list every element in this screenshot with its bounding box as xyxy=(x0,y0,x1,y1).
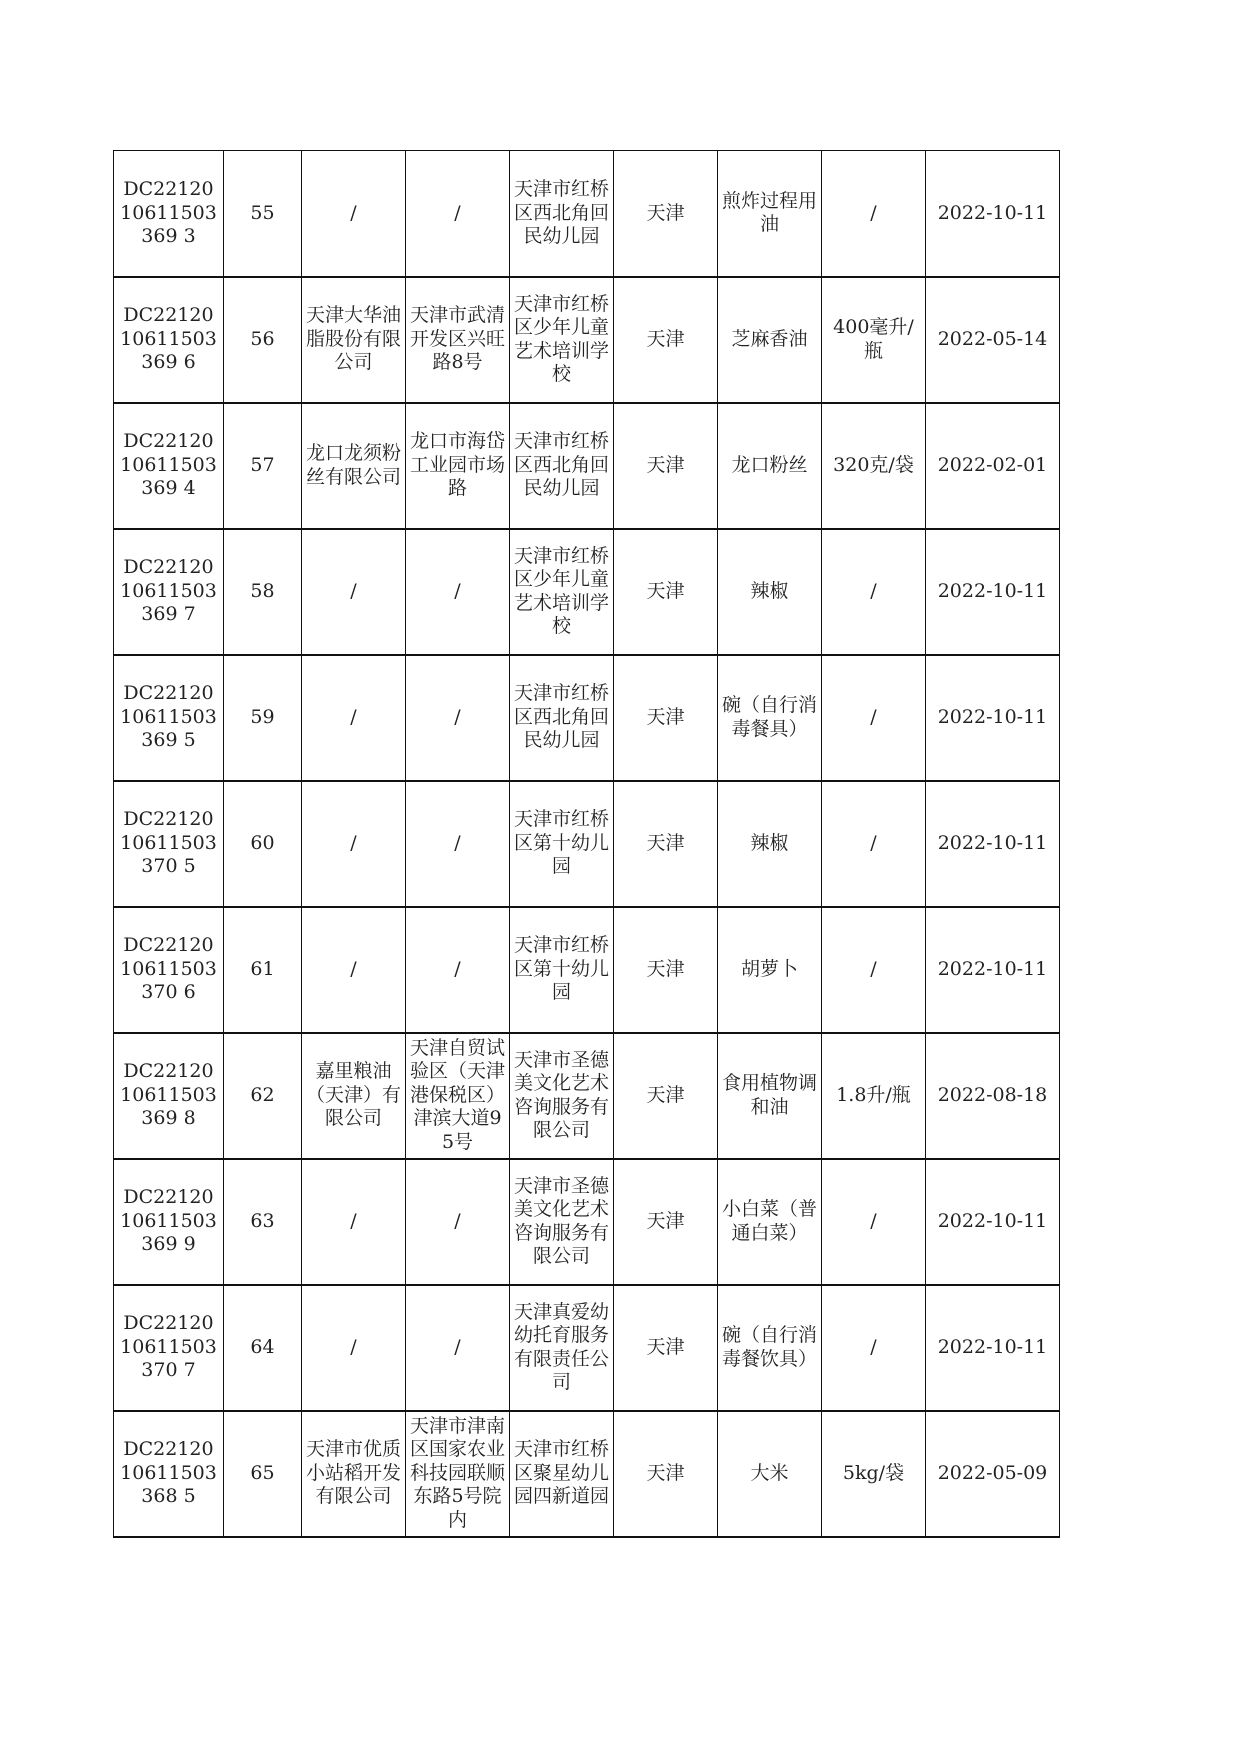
food-name-cell xyxy=(718,403,822,529)
specification-cell-text: / xyxy=(870,1335,877,1358)
producer-cell-text: / xyxy=(350,705,357,728)
food-name-cell xyxy=(718,781,822,907)
sample-code-cell-text: DC2212010611503369 8 xyxy=(120,1060,217,1130)
sampled-unit-cell xyxy=(510,529,614,655)
specification-cell xyxy=(822,655,926,781)
table-row xyxy=(114,403,1060,529)
sampled-unit-cell-text: 天津市红桥区西北角回民幼儿园 xyxy=(514,178,609,247)
sample-code-cell xyxy=(114,1033,224,1159)
sampled-unit-cell-text: 天津市红桥区第十幼儿园 xyxy=(514,934,609,1004)
specification-cell xyxy=(822,403,926,529)
producer-cell xyxy=(302,403,406,529)
production-date-cell xyxy=(926,403,1060,529)
sequence-cell-text: 65 xyxy=(250,1461,275,1484)
producer-address-cell xyxy=(406,655,510,781)
producer-cell xyxy=(302,529,406,655)
table-row xyxy=(114,781,1060,907)
production-date-cell xyxy=(926,781,1060,907)
sample-code-cell xyxy=(114,529,224,655)
producer-cell xyxy=(302,277,406,403)
region-cell xyxy=(614,403,718,529)
sequence-cell-text: 63 xyxy=(250,1209,275,1232)
sample-code-cell xyxy=(114,655,224,781)
sample-code-cell-text: DC2212010611503369 7 xyxy=(120,556,217,626)
producer-cell xyxy=(302,1411,406,1537)
region-cell-text: 天津 xyxy=(646,1461,685,1484)
producer-address-cell-text: 天津自贸试验区（天津港保税区）津滨大道95号 xyxy=(410,1036,505,1153)
producer-cell xyxy=(302,1159,406,1285)
sample-code-cell-text: DC2212010611503370 5 xyxy=(120,808,217,878)
sample-code-cell-text: DC2212010611503369 3 xyxy=(120,178,217,247)
specification-cell xyxy=(822,1285,926,1411)
producer-cell xyxy=(302,1033,406,1159)
producer-address-cell-text: / xyxy=(454,1209,461,1232)
producer-cell-text: / xyxy=(350,201,357,224)
production-date-cell xyxy=(926,151,1060,277)
production-date-cell-text: 2022-10-11 xyxy=(937,1209,1048,1232)
food-name-cell xyxy=(718,277,822,403)
producer-cell-text: 天津市优质小站稻开发有限公司 xyxy=(306,1438,401,1508)
producer-address-cell xyxy=(406,1411,510,1537)
production-date-cell-text: 2022-10-11 xyxy=(937,831,1048,854)
sampled-unit-cell xyxy=(510,151,614,277)
sampled-unit-cell-text: 天津市圣德美文化艺术咨询服务有限公司 xyxy=(514,1174,609,1267)
sequence-cell xyxy=(224,151,302,277)
food-name-cell-text: 煎炸过程用油 xyxy=(722,189,817,236)
region-cell xyxy=(614,1159,718,1285)
producer-address-cell xyxy=(406,151,510,277)
specification-cell-text: 1.8升/瓶 xyxy=(836,1083,911,1106)
producer-cell-text: 嘉里粮油（天津）有限公司 xyxy=(306,1060,401,1130)
table-row xyxy=(114,529,1060,655)
specification-cell xyxy=(822,151,926,277)
sampled-unit-cell xyxy=(510,277,614,403)
producer-cell xyxy=(302,781,406,907)
specification-cell xyxy=(822,277,926,403)
producer-address-cell-text: / xyxy=(454,705,461,728)
region-cell-text: 天津 xyxy=(646,1335,685,1358)
sampled-unit-cell-text: 天津市红桥区西北角回民幼儿园 xyxy=(514,430,609,500)
sample-code-cell xyxy=(114,1411,224,1537)
sequence-cell xyxy=(224,1159,302,1285)
production-date-cell-text: 2022-05-14 xyxy=(937,327,1048,350)
producer-address-cell-text: / xyxy=(454,201,461,224)
producer-cell-text: / xyxy=(350,579,357,602)
sampled-unit-cell-text: 天津市红桥区少年儿童艺术培训学校 xyxy=(514,292,609,385)
sequence-cell-text: 64 xyxy=(250,1335,275,1358)
specification-cell-text: / xyxy=(870,201,877,224)
region-cell xyxy=(614,529,718,655)
sample-code-cell-text: DC2212010611503369 9 xyxy=(120,1186,217,1256)
producer-address-cell-text: 龙口市海岱工业园市场路 xyxy=(410,430,505,500)
producer-cell-text: / xyxy=(350,957,357,980)
food-name-cell xyxy=(718,655,822,781)
specification-cell-text: / xyxy=(870,831,877,854)
sampled-unit-cell xyxy=(510,1033,614,1159)
production-date-cell-text: 2022-02-01 xyxy=(937,453,1048,476)
region-cell-text: 天津 xyxy=(646,1083,685,1106)
food-name-cell-text: 食用植物调和油 xyxy=(722,1072,817,1118)
sample-code-cell-text: DC2212010611503369 4 xyxy=(120,430,217,500)
food-name-cell-text: 芝麻香油 xyxy=(731,327,808,350)
production-date-cell-text: 2022-10-11 xyxy=(937,201,1048,224)
food-name-cell-text: 辣椒 xyxy=(750,831,789,854)
sample-code-cell xyxy=(114,1159,224,1285)
sampled-unit-cell xyxy=(510,655,614,781)
production-date-cell-text: 2022-10-11 xyxy=(937,957,1048,980)
producer-address-cell xyxy=(406,403,510,529)
food-name-cell xyxy=(718,1159,822,1285)
specification-cell-text: 400毫升/瓶 xyxy=(833,316,914,362)
specification-cell xyxy=(822,1033,926,1159)
production-date-cell xyxy=(926,529,1060,655)
production-date-cell xyxy=(926,907,1060,1033)
producer-cell xyxy=(302,655,406,781)
producer-cell-text: / xyxy=(350,1209,357,1232)
specification-cell xyxy=(822,781,926,907)
production-date-cell-text: 2022-08-18 xyxy=(937,1083,1048,1106)
sampled-unit-cell xyxy=(510,1159,614,1285)
food-name-cell xyxy=(718,1411,822,1537)
food-name-cell-text: 龙口粉丝 xyxy=(731,453,808,476)
region-cell xyxy=(614,151,718,277)
table-row xyxy=(114,1033,1060,1159)
producer-cell-text: / xyxy=(350,831,357,854)
food-name-cell-text: 小白菜（普通白菜） xyxy=(722,1198,817,1244)
specification-cell-text: / xyxy=(870,957,877,980)
sample-code-cell xyxy=(114,781,224,907)
food-name-cell xyxy=(718,1033,822,1159)
sequence-cell xyxy=(224,1285,302,1411)
region-cell xyxy=(614,1411,718,1537)
region-cell-text: 天津 xyxy=(646,1209,685,1232)
producer-cell-text: 天津大华油脂股份有限公司 xyxy=(306,304,401,374)
sequence-cell-text: 60 xyxy=(250,831,275,854)
specification-cell-text: 320克/袋 xyxy=(833,453,914,476)
producer-cell-text: 龙口龙须粉丝有限公司 xyxy=(306,442,401,488)
sequence-cell xyxy=(224,907,302,1033)
sample-code-cell xyxy=(114,151,224,277)
region-cell-text: 天津 xyxy=(646,453,685,476)
producer-address-cell-text: 天津市津南区国家农业科技园联顺东路5号院内 xyxy=(410,1414,505,1531)
producer-cell xyxy=(302,907,406,1033)
region-cell xyxy=(614,781,718,907)
sampled-unit-cell-text: 天津市圣德美文化艺术咨询服务有限公司 xyxy=(514,1048,609,1141)
sampled-unit-cell-text: 天津市红桥区第十幼儿园 xyxy=(514,808,609,878)
region-cell-text: 天津 xyxy=(646,831,685,854)
table-row xyxy=(114,277,1060,403)
table-row xyxy=(114,1159,1060,1285)
table-row xyxy=(114,655,1060,781)
region-cell xyxy=(614,1285,718,1411)
sample-code-cell-text: DC2212010611503369 6 xyxy=(120,304,217,374)
sampled-unit-cell xyxy=(510,1411,614,1537)
specification-cell xyxy=(822,529,926,655)
specification-cell xyxy=(822,1159,926,1285)
producer-cell xyxy=(302,151,406,277)
sequence-cell-text: 62 xyxy=(250,1083,275,1106)
sequence-cell-text: 59 xyxy=(250,705,275,728)
region-cell xyxy=(614,907,718,1033)
sample-code-cell xyxy=(114,907,224,1033)
sequence-cell-text: 55 xyxy=(250,201,275,224)
sequence-cell-text: 57 xyxy=(250,453,275,476)
sequence-cell xyxy=(224,529,302,655)
region-cell-text: 天津 xyxy=(646,579,685,602)
production-date-cell xyxy=(926,1033,1060,1159)
sample-code-cell xyxy=(114,403,224,529)
food-name-cell xyxy=(718,151,822,277)
producer-address-cell xyxy=(406,529,510,655)
specification-cell xyxy=(822,1411,926,1537)
production-date-cell xyxy=(926,277,1060,403)
food-name-cell xyxy=(718,907,822,1033)
sequence-cell xyxy=(224,1033,302,1159)
production-date-cell xyxy=(926,1285,1060,1411)
sequence-cell xyxy=(224,403,302,529)
region-cell xyxy=(614,277,718,403)
sampled-unit-cell xyxy=(510,1285,614,1411)
sequence-cell xyxy=(224,781,302,907)
producer-address-cell xyxy=(406,1285,510,1411)
sampled-unit-cell-text: 天津市红桥区西北角回民幼儿园 xyxy=(514,682,609,752)
specification-cell-text: / xyxy=(870,579,877,602)
producer-cell xyxy=(302,1285,406,1411)
region-cell-text: 天津 xyxy=(646,705,685,728)
sequence-cell xyxy=(224,655,302,781)
production-date-cell-text: 2022-10-11 xyxy=(937,705,1048,728)
sequence-cell xyxy=(224,277,302,403)
sampled-unit-cell-text: 天津市红桥区少年儿童艺术培训学校 xyxy=(514,544,609,637)
producer-address-cell-text: 天津市武清开发区兴旺路8号 xyxy=(410,304,505,374)
food-name-cell xyxy=(718,529,822,655)
inspection-table xyxy=(113,150,1060,1538)
producer-cell-text: / xyxy=(350,1335,357,1358)
sample-code-cell xyxy=(114,1285,224,1411)
production-date-cell-text: 2022-05-09 xyxy=(937,1461,1048,1484)
production-date-cell xyxy=(926,1411,1060,1537)
food-name-cell-text: 辣椒 xyxy=(750,579,789,602)
region-cell-text: 天津 xyxy=(646,201,685,224)
production-date-cell-text: 2022-10-11 xyxy=(937,1335,1048,1358)
producer-address-cell-text: / xyxy=(454,1335,461,1358)
specification-cell-text: / xyxy=(870,705,877,728)
sample-code-cell-text: DC2212010611503370 7 xyxy=(120,1312,217,1382)
sequence-cell-text: 58 xyxy=(250,579,275,602)
producer-address-cell xyxy=(406,1033,510,1159)
food-name-cell-text: 碗（自行消毒餐饮具） xyxy=(722,1324,817,1370)
region-cell-text: 天津 xyxy=(646,957,685,980)
producer-address-cell xyxy=(406,907,510,1033)
table-row xyxy=(114,1285,1060,1411)
sample-code-cell-text: DC2212010611503369 5 xyxy=(120,682,217,752)
specification-cell-text: / xyxy=(870,1209,877,1232)
producer-address-cell-text: / xyxy=(454,957,461,980)
sequence-cell-text: 61 xyxy=(250,957,275,980)
sample-code-cell-text: DC2212010611503368 5 xyxy=(120,1438,217,1508)
production-date-cell xyxy=(926,655,1060,781)
producer-address-cell-text: / xyxy=(454,831,461,854)
table-row xyxy=(114,907,1060,1033)
production-date-cell xyxy=(926,1159,1060,1285)
producer-address-cell xyxy=(406,781,510,907)
sampled-unit-cell-text: 天津市红桥区聚星幼儿园四新道园 xyxy=(514,1438,609,1508)
sequence-cell xyxy=(224,1411,302,1537)
production-date-cell-text: 2022-10-11 xyxy=(937,579,1048,602)
sample-code-cell xyxy=(114,277,224,403)
region-cell-text: 天津 xyxy=(646,327,685,350)
sampled-unit-cell xyxy=(510,907,614,1033)
specification-cell-text: 5kg/袋 xyxy=(842,1461,905,1484)
sequence-cell-text: 56 xyxy=(250,327,275,350)
producer-address-cell xyxy=(406,277,510,403)
sample-code-cell-text: DC2212010611503370 6 xyxy=(120,934,217,1004)
specification-cell xyxy=(822,907,926,1033)
food-name-cell-text: 碗（自行消毒餐具） xyxy=(722,694,817,740)
sampled-unit-cell-text: 天津真爱幼幼托育服务有限责任公司 xyxy=(514,1300,609,1393)
food-name-cell-text: 大米 xyxy=(750,1461,789,1484)
sampled-unit-cell xyxy=(510,403,614,529)
producer-address-cell xyxy=(406,1159,510,1285)
region-cell xyxy=(614,655,718,781)
sampled-unit-cell xyxy=(510,781,614,907)
food-name-cell xyxy=(718,1285,822,1411)
producer-address-cell-text: / xyxy=(454,579,461,602)
food-name-cell-text: 胡萝卜 xyxy=(740,957,798,980)
table-row xyxy=(114,151,1060,277)
region-cell xyxy=(614,1033,718,1159)
table-row xyxy=(114,1411,1060,1537)
